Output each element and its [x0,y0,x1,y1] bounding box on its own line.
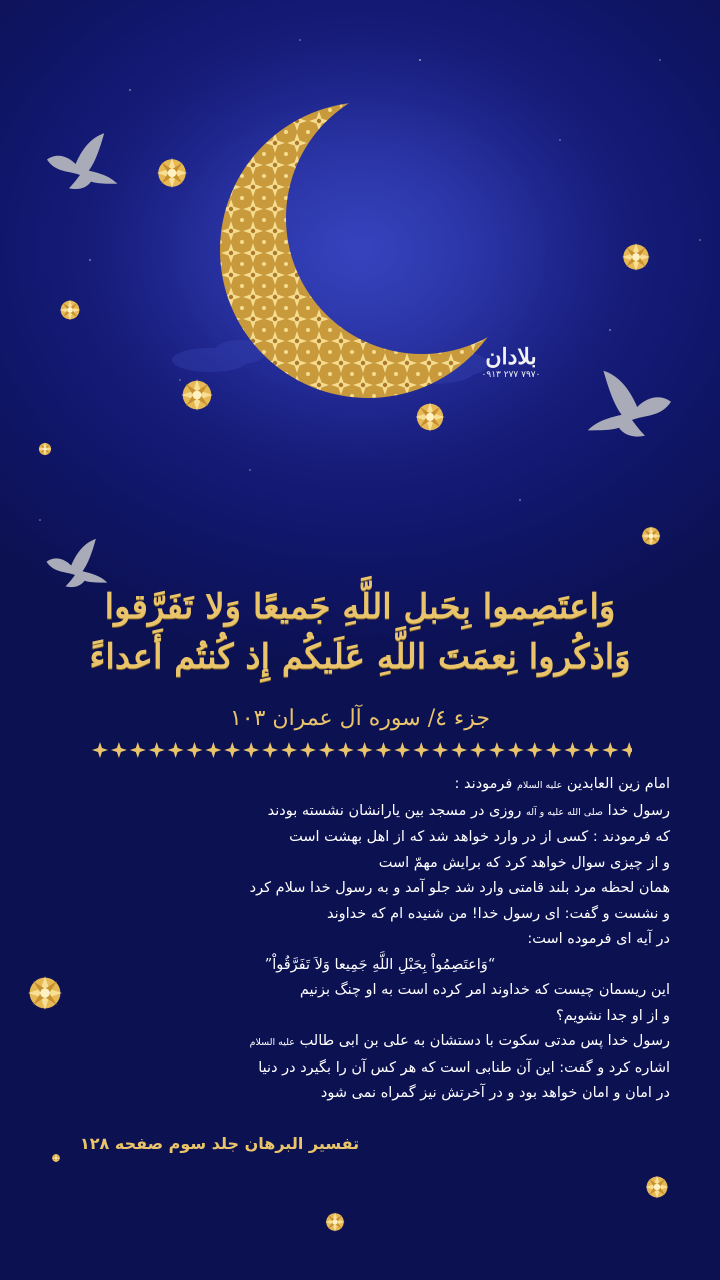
quran-verse [40,582,680,682]
divider-star [470,742,486,758]
text-line: امام زین العابدین علیه السلام فرمودند : [454,776,670,792]
divider-star [92,742,108,758]
divider-star [527,742,543,758]
quoted-verse: “وَاعتَصِمُواْ بِحَبْلِ اللَّهِ جَمِيعا وَلاَ تَفَرَّقُواْ” [264,956,496,973]
divider-star [394,742,410,758]
logo-phone: ۰۹۱۳ ۲۷۷ ۷۹۷۰ [481,370,541,380]
divider-star [546,742,562,758]
verse-line-1: وَاعتَصِموا بِحَبلِ اللَّهِ جَميعًا وَلا تَفَرَّقوا [104,587,616,627]
divider-star [168,742,184,758]
hadith-text [90,772,670,1107]
text-line: اشاره کرد و گفت: این آن طنابی است که هر کس آن را بگیرد در دنیا [258,1059,670,1076]
divider-star [602,742,618,758]
text-line: که فرمودند : کسی از در وارد خواهد شد که از اهل بهشت است [289,829,670,845]
divider-star [376,742,392,758]
divider-star [583,742,599,758]
logo-mark: بلادان [485,344,537,370]
divider-star [451,742,467,758]
divider-star [508,742,524,758]
divider-star [111,742,127,758]
text-line: رسول خدا صلی الله علیه و آله روزی در مسجد بین یارانشان نشسته بودند [267,802,670,819]
divider-star [489,742,505,758]
divider-star [319,742,335,758]
divider-star [281,742,297,758]
source-citation: تفسیر البرهان جلد سوم صفحه ۱۲۸ [80,1134,360,1153]
surah-reference: جزء ٤/ سوره آل عمران ١٠٣ [229,706,491,731]
divider-star [224,742,240,758]
divider-star [205,742,221,758]
text-line: در آیه ای فرموده است: [527,931,670,947]
divider-star [243,742,259,758]
text-line: و نشست و گفت: ای رسول خدا! من شنیده ام که خداوند [326,905,670,922]
text-line: و از او جدا نشویم؟ [556,1007,670,1024]
text-line: همان لحظه مرد بلند قامتی وارد شد جلو آمد و به رسول خدا سلام کرد [249,880,670,896]
gold-divider [92,740,632,760]
divider-star [413,742,429,758]
divider-star [357,742,373,758]
text-line: رسول خدا پس مدتی سکوت با دستشان به علی بن ابی طالب علیه السلام [249,1033,670,1049]
divider-star [130,742,146,758]
divider-star [432,742,448,758]
text-line: در امان و امان خواهد بود و در آخرتش نیز گمراه نمی شود [320,1085,670,1101]
divider-star [338,742,354,758]
verse-line-2: وَاذكُروا نِعمَتَ اللَّهِ عَلَيكُم إِذ كُنتُم أَعداءً [89,637,631,677]
divider-star [149,742,165,758]
divider-star [262,742,278,758]
studio-logo [480,345,542,395]
text-line: این ریسمان چیست که خداوند امر کرده است به او چنگ بزنیم [299,982,670,998]
text-line: و از چیزی سوال خواهد کرد که برایش مهمّ است [378,854,670,871]
divider-star [565,742,581,758]
divider-star [621,742,632,758]
divider-star [300,742,316,758]
divider-star [187,742,203,758]
